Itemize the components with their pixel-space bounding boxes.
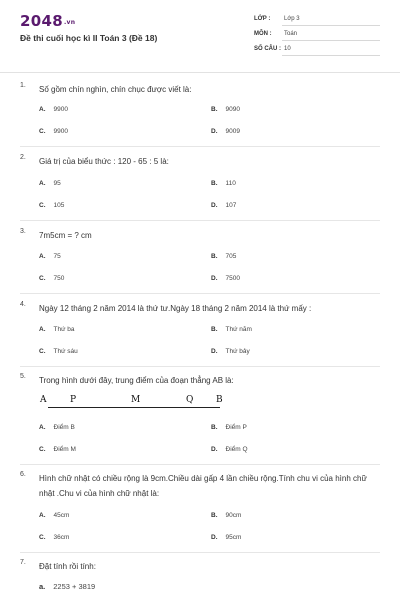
meta-divider xyxy=(282,55,380,56)
option-b[interactable]: B. 110 xyxy=(211,180,236,187)
exam-header xyxy=(0,0,400,73)
site-logo[interactable] xyxy=(20,12,75,30)
question-divider xyxy=(20,552,380,553)
option-d[interactable]: D. 107 xyxy=(211,202,237,209)
question-divider xyxy=(20,146,380,147)
segment-ab-figure xyxy=(40,395,230,411)
meta-class-value: Lớp 3 xyxy=(284,16,300,22)
question-text: Số gồm chín nghìn, chín chục được viết là: xyxy=(39,85,192,94)
question-number: 1. xyxy=(20,82,26,89)
question-text: Trong hình dưới đây, trung điểm của đoạn thẳng AB là: xyxy=(39,376,234,385)
option-c[interactable]: C. 105 xyxy=(39,202,65,209)
option-d[interactable]: D. 9009 xyxy=(211,128,240,135)
meta-subject-value: Toán xyxy=(284,31,298,37)
option-a[interactable]: A. Điểm B xyxy=(39,424,75,431)
logo-number: 2048 xyxy=(20,12,63,30)
question-text: Ngày 12 tháng 2 năm 2014 là thứ tư.Ngày 18 tháng 2 năm 2014 là thứ mấy : xyxy=(39,304,312,313)
segment-line xyxy=(48,407,220,408)
question-divider xyxy=(20,293,380,294)
sub-item-a: a. 2253 + 3819 xyxy=(39,582,96,591)
option-d[interactable]: D. Thứ bảy xyxy=(211,348,250,355)
question-divider xyxy=(20,464,380,465)
point-p-label: P xyxy=(70,395,77,405)
question-number: 5. xyxy=(20,373,26,380)
question-text: Đặt tính rồi tính: xyxy=(39,562,96,571)
option-a[interactable]: A. 9900 xyxy=(39,106,68,113)
logo-suffix: .vn xyxy=(63,19,76,26)
option-d[interactable]: D. 7500 xyxy=(211,275,240,282)
meta-class-label: LỚP : xyxy=(254,16,271,22)
meta-count-value: 10 xyxy=(284,46,291,52)
question-text: 7m5cm = ? cm xyxy=(39,231,92,240)
meta-count-label: SỐ CÂU : xyxy=(254,46,281,52)
option-c[interactable]: C. 750 xyxy=(39,275,65,282)
option-b[interactable]: B. Thứ năm xyxy=(211,326,252,333)
point-a-label: A xyxy=(40,395,47,405)
option-c[interactable]: C. 36cm xyxy=(39,534,70,541)
option-b[interactable]: B. Điểm P xyxy=(211,424,247,431)
option-a[interactable]: A. 95 xyxy=(39,180,61,187)
option-a[interactable]: A. Thứ ba xyxy=(39,326,75,333)
option-d[interactable]: D. Điểm Q xyxy=(211,446,248,453)
question-number: 3. xyxy=(20,228,26,235)
point-m-label: M xyxy=(131,395,141,405)
option-d[interactable]: D. 95cm xyxy=(211,534,242,541)
question-text: Hình chữ nhật có chiều rộng là 9cm.Chiều dài gấp 4 lần chiều rộng.Tính chu vi của hình chữ nhật .Chu vi của hình chữ nhật là: xyxy=(39,474,367,498)
exam-title: Đề thi cuối học kì II Toán 3 (Đề 18) xyxy=(20,33,158,43)
option-a[interactable]: A. 75 xyxy=(39,253,61,260)
question-divider xyxy=(20,366,380,367)
question-number: 2. xyxy=(20,154,26,161)
question-number: 6. xyxy=(20,471,26,478)
question-text: Giá trị của biểu thức : 120 - 65 : 5 là: xyxy=(39,157,169,166)
option-b[interactable]: B. 9090 xyxy=(211,106,240,113)
question-divider xyxy=(20,220,380,221)
question-number: 4. xyxy=(20,301,26,308)
point-q-label: Q xyxy=(186,395,194,405)
option-c[interactable]: C. Điểm M xyxy=(39,446,76,453)
option-b[interactable]: B. 90cm xyxy=(211,512,242,519)
meta-divider xyxy=(282,25,380,26)
meta-divider xyxy=(282,40,380,41)
option-c[interactable]: C. 9900 xyxy=(39,128,68,135)
option-a[interactable]: A. 45cm xyxy=(39,512,70,519)
point-b-label: B xyxy=(216,395,223,405)
question-number: 7. xyxy=(20,559,26,566)
option-b[interactable]: B. 705 xyxy=(211,253,237,260)
option-c[interactable]: C. Thứ sáu xyxy=(39,348,78,355)
meta-subject-label: MÔN : xyxy=(254,31,272,37)
